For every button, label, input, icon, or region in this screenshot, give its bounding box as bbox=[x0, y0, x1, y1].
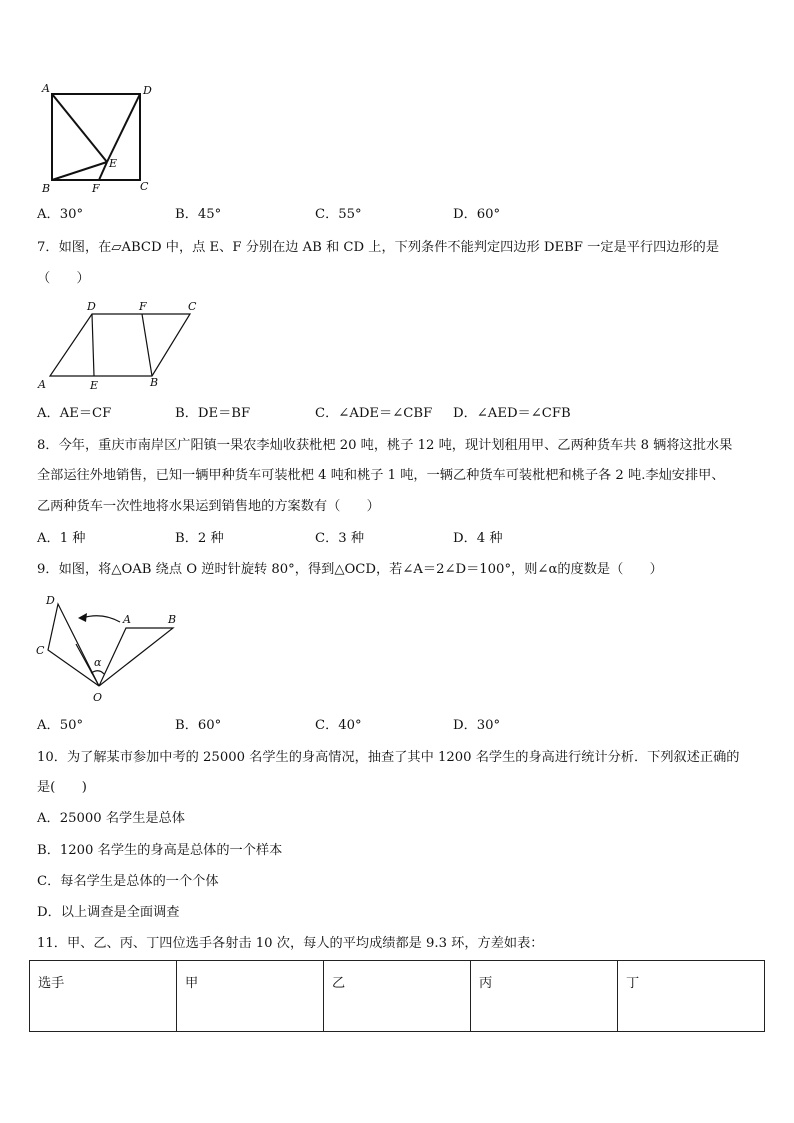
q7-parallelogram bbox=[50, 314, 190, 376]
q10-option-a: A．25000 名学生是总体 bbox=[37, 811, 185, 826]
q7-option-c: C．∠ADE＝∠CBF bbox=[315, 406, 433, 421]
q6-label-a: A bbox=[42, 82, 50, 95]
q8-stem-line3: 乙两种货车一次性地将水果运到销售地的方案数有（ ） bbox=[37, 499, 380, 514]
q6-label-c: C bbox=[140, 180, 149, 193]
table-header-bing: 丙 bbox=[471, 961, 618, 1032]
q7-label-d: D bbox=[87, 300, 96, 313]
q11-variance-table bbox=[29, 960, 765, 1032]
q6-option-d: D．60° bbox=[453, 207, 501, 222]
q8-option-b: B．2 种 bbox=[175, 531, 224, 546]
q6-label-b: B bbox=[42, 182, 51, 195]
q6-square bbox=[52, 94, 140, 180]
q7-figure bbox=[34, 296, 204, 394]
table-header-jia: 甲 bbox=[177, 961, 324, 1032]
q7-option-a: A．AE＝CF bbox=[37, 406, 112, 421]
q6-segment-de bbox=[107, 94, 140, 162]
q6-option-a: A．30° bbox=[37, 207, 84, 222]
q10-option-c: C．每名学生是总体的一个个体 bbox=[37, 874, 219, 889]
q6-label-f: F bbox=[92, 182, 100, 195]
q9-figure bbox=[32, 590, 192, 708]
q7-segment-fb bbox=[142, 314, 152, 376]
q10-stem-line1: 10．为了解某市参加中考的 25000 名学生的身高情况，抽查了其中 1200 名学生的身高进行统计分析．下列叙述正确的 bbox=[37, 750, 740, 765]
q10-option-d: D．以上调查是全面调查 bbox=[37, 905, 180, 920]
q7-label-e: E bbox=[90, 379, 99, 392]
q11-stem-line1: 11．甲、乙、丙、丁四位选手各射击 10 次，每人的平均成绩都是 9.3 环，方差如表： bbox=[37, 936, 544, 951]
table-header-ding: 丁 bbox=[618, 961, 765, 1032]
q7-label-b: B bbox=[150, 376, 159, 389]
q9-rotation-arrow bbox=[82, 616, 120, 622]
q6-option-c: C．55° bbox=[315, 207, 362, 222]
q9-option-d: D．30° bbox=[453, 718, 501, 733]
q9-label-alpha: α bbox=[94, 656, 102, 669]
q7-option-b: B．DE＝BF bbox=[175, 406, 251, 421]
q7-stem-line1: 7．如图，在▱ABCD 中，点 E、F 分别在边 AB 和 CD 上，下列条件不能判定四边形 DEBF 一定是平行四边形的是 bbox=[37, 240, 720, 255]
q7-stem-line2: （ ） bbox=[37, 271, 90, 286]
q8-option-c: C．3 种 bbox=[315, 531, 365, 546]
table-header-player: 选手 bbox=[30, 961, 177, 1032]
q6-label-e: E bbox=[109, 157, 118, 170]
q6-segment-ae bbox=[52, 94, 107, 162]
q10-option-b: B．1200 名学生的身高是总体的一个样本 bbox=[37, 843, 283, 858]
q9-option-a: A．50° bbox=[37, 718, 84, 733]
q9-label-c: C bbox=[36, 644, 45, 657]
q7-label-f: F bbox=[139, 300, 147, 313]
q8-option-a: A．1 种 bbox=[37, 531, 86, 546]
q7-label-c: C bbox=[188, 300, 197, 313]
q8-stem-line1: 8．今年，重庆市南岸区广阳镇一果农李灿收获枇杷 20 吨，桃子 12 吨，现计划租用甲、乙两种货车共 8 辆将这批水果 bbox=[37, 438, 733, 453]
q8-option-d: D．4 种 bbox=[453, 531, 503, 546]
q6-figure bbox=[36, 80, 166, 198]
q8-stem-line2: 全部运往外地销售，已知一辆甲种货车可装枇杷 4 吨和桃子 1 吨，一辆乙种货车可装枇杷和桃子各 2 吨.李灿安排甲、 bbox=[37, 468, 725, 483]
q6-segment-be bbox=[52, 162, 107, 180]
q7-label-a: A bbox=[38, 378, 46, 391]
table-row bbox=[30, 961, 765, 1032]
q9-label-d: D bbox=[46, 594, 55, 607]
q9-option-c: C．40° bbox=[315, 718, 362, 733]
q7-option-d: D．∠AED＝∠CFB bbox=[453, 406, 571, 421]
q9-label-a: A bbox=[123, 613, 131, 626]
q6-option-b: B．45° bbox=[175, 207, 222, 222]
q9-rotation-arrowhead bbox=[78, 613, 87, 622]
table-header-yi: 乙 bbox=[324, 961, 471, 1032]
q6-label-d: D bbox=[143, 84, 152, 97]
q9-option-b: B．60° bbox=[175, 718, 222, 733]
q7-segment-de bbox=[92, 314, 94, 376]
q9-label-b: B bbox=[168, 613, 177, 626]
q9-label-o: O bbox=[93, 691, 103, 704]
q10-stem-line2: 是( ) bbox=[37, 780, 87, 795]
q9-stem-line1: 9．如图，将△OAB 绕点 O 逆时针旋转 80°，得到△OCD，若∠A＝2∠D＝100°，则∠α的度数是（ ） bbox=[37, 562, 663, 577]
q9-triangle-oab bbox=[99, 628, 173, 686]
